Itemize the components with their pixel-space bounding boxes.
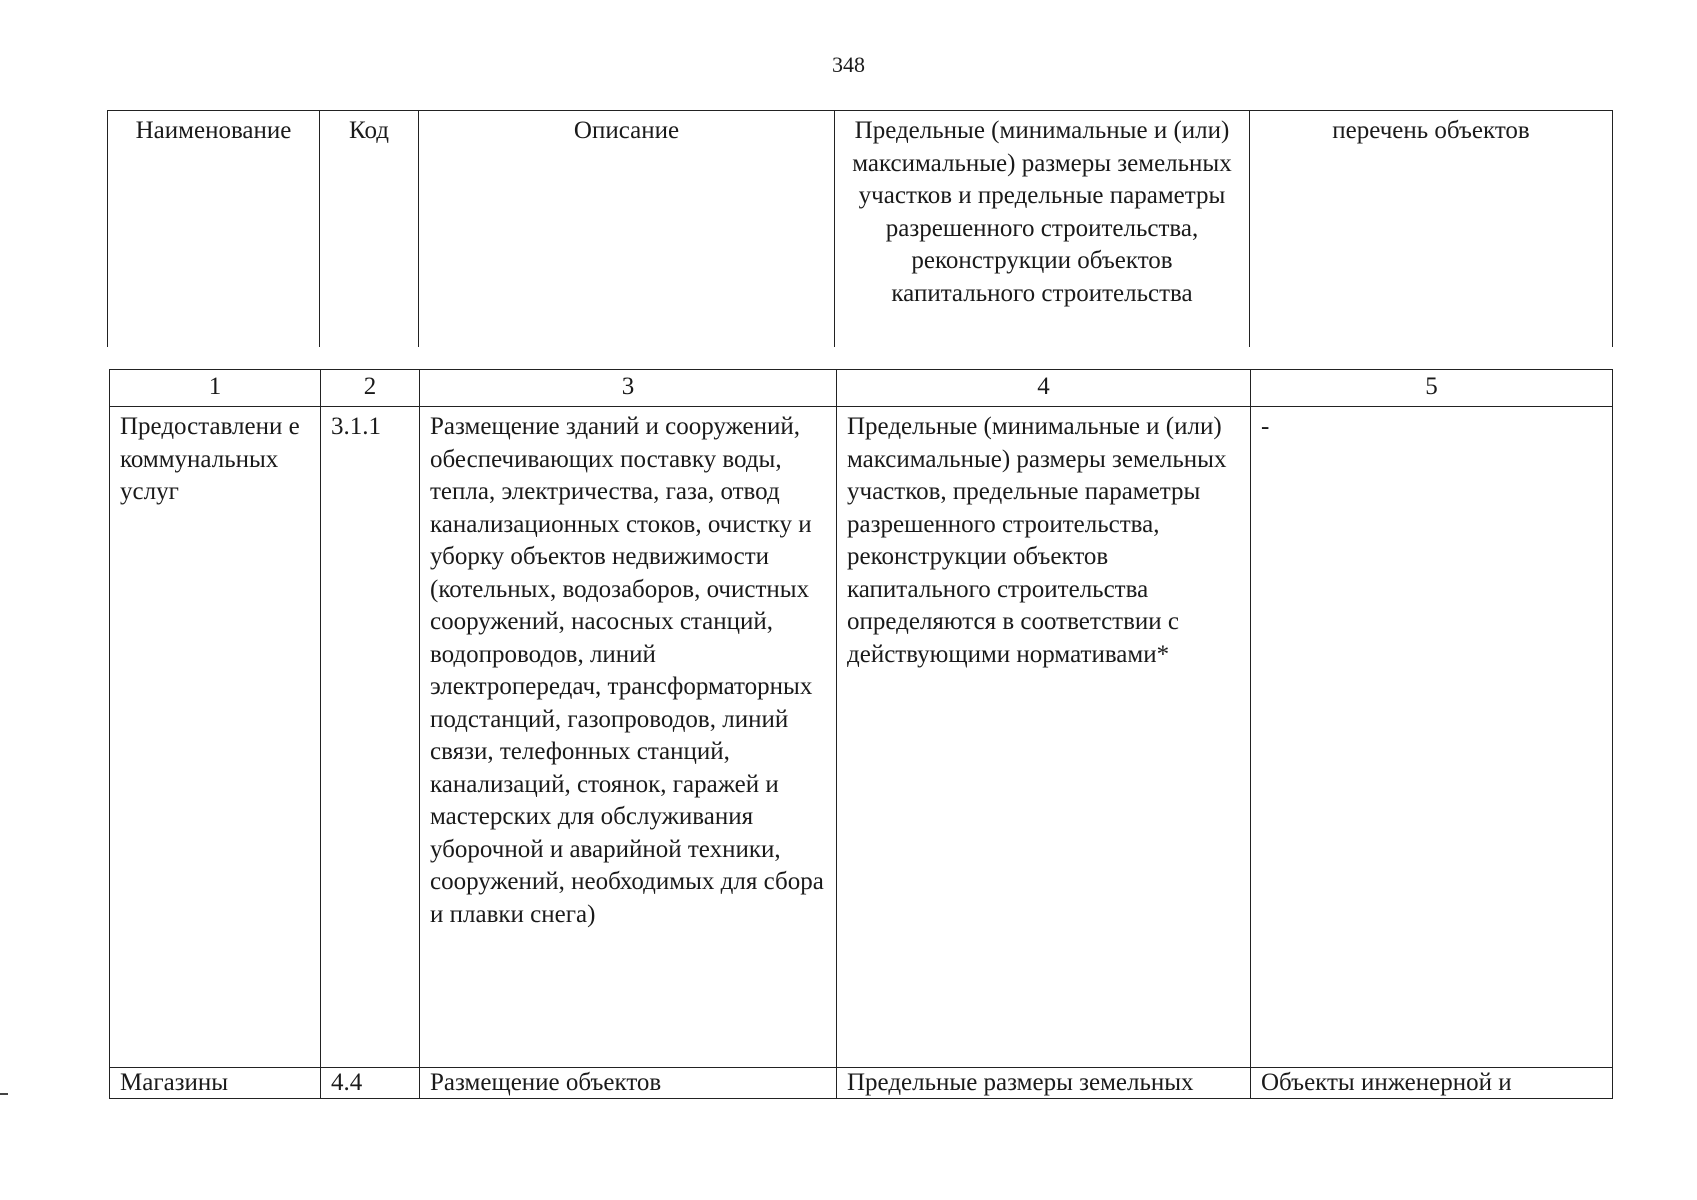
cell-description: Размещение зданий и сооружений, обеспечивающих поставку воды, тепла, электричества, газа, отвод канализационных стоков, очистку и уборку объектов недвижимости (котельных, водозаборов, очистных сооружений, насосных станций, водопроводов, линий электропередач, трансформаторных подстанций, газопроводов, линий связи, телефонных станций, канализаций, стоянок, гаражей и мастерских для обслуживания уборочной и аварийной техники, сооружений, необходимых для сбора и плавки снега): [420, 407, 837, 1068]
header-description: Описание: [419, 111, 835, 348]
table-row: [110, 1068, 1613, 1099]
column-number-4: 4: [837, 370, 1251, 407]
column-number-5: 5: [1251, 370, 1613, 407]
cell-code: 4.4: [321, 1068, 420, 1099]
cell-name: Предоставлени е коммунальных услуг: [110, 407, 321, 1068]
header-code: Код: [320, 111, 419, 348]
table-body: [109, 369, 1613, 1099]
cell-objects: Объекты инженерной и: [1251, 1068, 1613, 1099]
scan-edge-mark: [0, 1093, 8, 1095]
cell-limits: Предельные (минимальные и (или) максимальные) размеры земельных участков, предельные параметры разрешенного строительства, реконструкции объектов капитального строительства определяются в соответствии с действующими нормативами*: [837, 407, 1251, 1068]
header-limits: Предельные (минимальные и (или) максимальные) размеры земельных участков и предельные параметры разрешенного строительства, реконструкции объектов капитального строительства: [835, 111, 1250, 348]
column-number-3: 3: [420, 370, 837, 407]
cell-code: 3.1.1: [321, 407, 420, 1068]
cell-objects: -: [1251, 407, 1613, 1068]
column-number-row: [110, 370, 1613, 407]
column-number-1: 1: [110, 370, 321, 407]
table-row: [110, 407, 1613, 1068]
column-number-2: 2: [321, 370, 420, 407]
header-objects: перечень объектов: [1250, 111, 1613, 348]
header-row: [108, 111, 1613, 348]
cell-description: Размещение объектов: [420, 1068, 837, 1099]
page-number: 348: [832, 52, 865, 77]
table-header: [107, 110, 1613, 347]
cell-name: Магазины: [110, 1068, 321, 1099]
header-name: Наименование: [108, 111, 320, 348]
cell-limits: Предельные размеры земельных: [837, 1068, 1251, 1099]
